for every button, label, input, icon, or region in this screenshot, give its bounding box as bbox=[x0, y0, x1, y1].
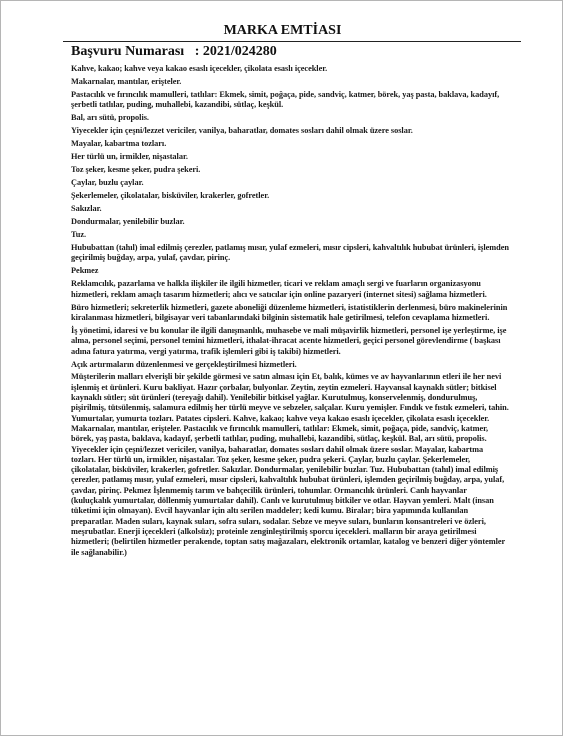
paragraph: Hububattan (tahıl) imal edilmiş çerezler, patlamış mısır, yulaf ezmeleri, mısır cipsleri, kahvaltılık hububat ürünleri, işlemden geçirilmiş buğday, arpa, yulaf, çavdar, pirinç. bbox=[71, 243, 509, 263]
application-number-line bbox=[71, 44, 277, 60]
paragraph: Çaylar, buzlu çaylar. bbox=[71, 178, 144, 188]
paragraph: Her türlü un, irmikler, nişastalar. bbox=[71, 152, 188, 162]
paragraph: Tuz. bbox=[71, 230, 87, 240]
paragraph: Bal, arı sütü, propolis. bbox=[71, 113, 149, 123]
paragraph: Mayalar, kabartma tozları. bbox=[71, 139, 167, 149]
document-title: MARKA EMTİASI bbox=[223, 23, 342, 38]
paragraph: Yiyecekler için çeşni/lezzet vericiler, vanilya, baharatlar, domates sosları dahil olmak üzere soslar. bbox=[71, 126, 413, 136]
goods-services-list bbox=[71, 64, 509, 561]
paragraph: Pekmez bbox=[71, 266, 99, 276]
title-underline bbox=[63, 41, 521, 42]
paragraph: Açık artırmaların düzenlenmesi ve gerçekleştirilmesi hizmetleri. bbox=[71, 359, 297, 369]
paragraph: Dondurmalar, yenilebilir buzlar. bbox=[71, 217, 185, 227]
application-label: Başvuru Numarası bbox=[71, 44, 185, 59]
paragraph: Toz şeker, kesme şeker, pudra şekeri. bbox=[71, 165, 201, 175]
paragraph: Sakızlar. bbox=[71, 204, 102, 214]
paragraph: Müşterilerin malları elverişli bir şekilde görmesi ve satın alması için Et, balık, kümes ve av hayvanlarının etleri ile her nevi işlenmiş et ürünleri. Kuru bakliyat. Hazır çorbalar, bulyonlar. Zeytin, zeytin ezmeleri. Hayvansal kaynaklı sütler; bitkisel kaynaklı sütler; süt ürünleri (tereyağı dahil). Yenilebilir bitkisel yağlar. Kurutulmuş, konservelenmiş, dondurulmuş, pişirilmiş, tütsülenmiş, salamura edilmiş her türlü meyve ve sebzeler, salçalar. Kuru yemişler. Fındık ve fıstık ezmeleri, tahin. Yumurtalar, yumurta tozları. Patates cipsleri. Kahve, kakao; kahve veya kakao esaslı içecekler, çikolata esaslı içecekler. Makarnalar, mantılar, erişteler. Pastacılık ve fırıncılık mamulleri, tatlılar: Ekmek, simit, poğaça, pide, sandviç, katmer, börek, yaş pasta, baklava, kadayıf, şerbetli tatlılar, puding, muhallebi, kazandibi, sütlaç, keşkül. Bal, arı sütü, propolis. Yiyecekler için çeşni/lezzet vericiler, vanilya, baharatlar, domates sosları dahil olmak üzere soslar. Mayalar, kabartma tozları. Her türlü un, irmikler, nişastalar. Toz şeker, kesme şeker, pudra şekeri. Çaylar, buzlu çaylar. Şekerlemeler, çikolatalar, bisküviler, krakerler, gofretler. Sakızlar. Dondurmalar, yenilebilir buzlar. Tuz. Hububattan (tahıl) imal edilmiş çerezler, patlamış mısır, yulaf ezmeleri, mısır cipsleri, kahvaltılık hububat ürünleri, işlemden geçirilmiş buğday, arpa, yulaf, çavdar, pirinç. Pekmez İşlenmemiş tarım ve bahçecilik ürünleri, tohumlar. Ormancılık ürünleri. Canlı hayvanlar (kuluçkalık yumurtalar, döllenmiş yumurtalar dahil). Canlı ve kurutulmuş bitkiler ve otlar. Hayvan yemleri. Malt (insan tüketimi için olmayan). Evcil hayvanlar için altı serilen maddeler; kedi kumu. Biralar; bira yapımında kullanılan preparatlar. Maden suları, kaynak suları, sofra suları, sodalar. Sebze ve meyve suları, bunların konsantreleri ve özleri, meşrubatlar. Enerji içecekleri (alkolsüz); proteinle zenginleştirilmiş sporcu içecekleri. malların bir araya getirilmesi hizmetleri; (belirtilen hizmetler perakende, toptan satış mağazaları, elektronik ortamlar, katalog ve benzeri diğer yöntemler ile sağlanabilir.) bbox=[71, 372, 509, 557]
paragraph: Kahve, kakao; kahve veya kakao esaslı içecekler, çikolata esaslı içecekler. bbox=[71, 64, 328, 73]
application-number: : 2021/024280 bbox=[194, 44, 277, 59]
paragraph: İş yönetimi, idaresi ve bu konular ile ilgili danışmanlık, muhasebe ve mali müşavirlik hizmetleri, personel işe yerleştirme, işe alma, personel seçimi, personel temini hizmetleri, ithalat-ihracat acente hizmetleri, geçici personel görevlendirme ( başkası adına fatura yatırma, vergi yatırma, trafik işlemleri gibi iş takibi) hizmetleri. bbox=[71, 325, 507, 356]
paragraph: Makarnalar, mantılar, erişteler. bbox=[71, 76, 182, 86]
paragraph: Pastacılık ve fırıncılık mamulleri, tatlılar: Ekmek, simit, poğaça, pide, sandviç, katmer, börek, yaş pasta, baklava, kadayıf, şerbetli tatlılar, puding, muhallebi, kazandibi, sütlaç, keşkül. bbox=[71, 89, 500, 110]
paragraph: Reklamcılık, pazarlama ve halkla ilişkiler ile ilgili hizmetler, ticari ve reklam amaçlı sergi ve fuarların organizasyonu hizmetleri, reklam amaçlı tasarım hizmetleri; alıcı ve satıcılar için online pazaryeri (internet sitesi) sağlama hizmetleri. bbox=[71, 279, 487, 299]
paragraph: Büro hizmetleri; sekreterlik hizmetleri, gazete aboneliği düzenleme hizmetleri, istatistiklerin derlenmesi, büro makinelerinin kiralanması hizmetleri, bilgisayar veri tabanlarındaki bilginin sistematik hale getirilmesi, telefon cevaplama hizmetleri. bbox=[71, 302, 508, 322]
paragraph: Şekerlemeler, çikolatalar, bisküviler, krakerler, gofretler. bbox=[71, 191, 270, 201]
